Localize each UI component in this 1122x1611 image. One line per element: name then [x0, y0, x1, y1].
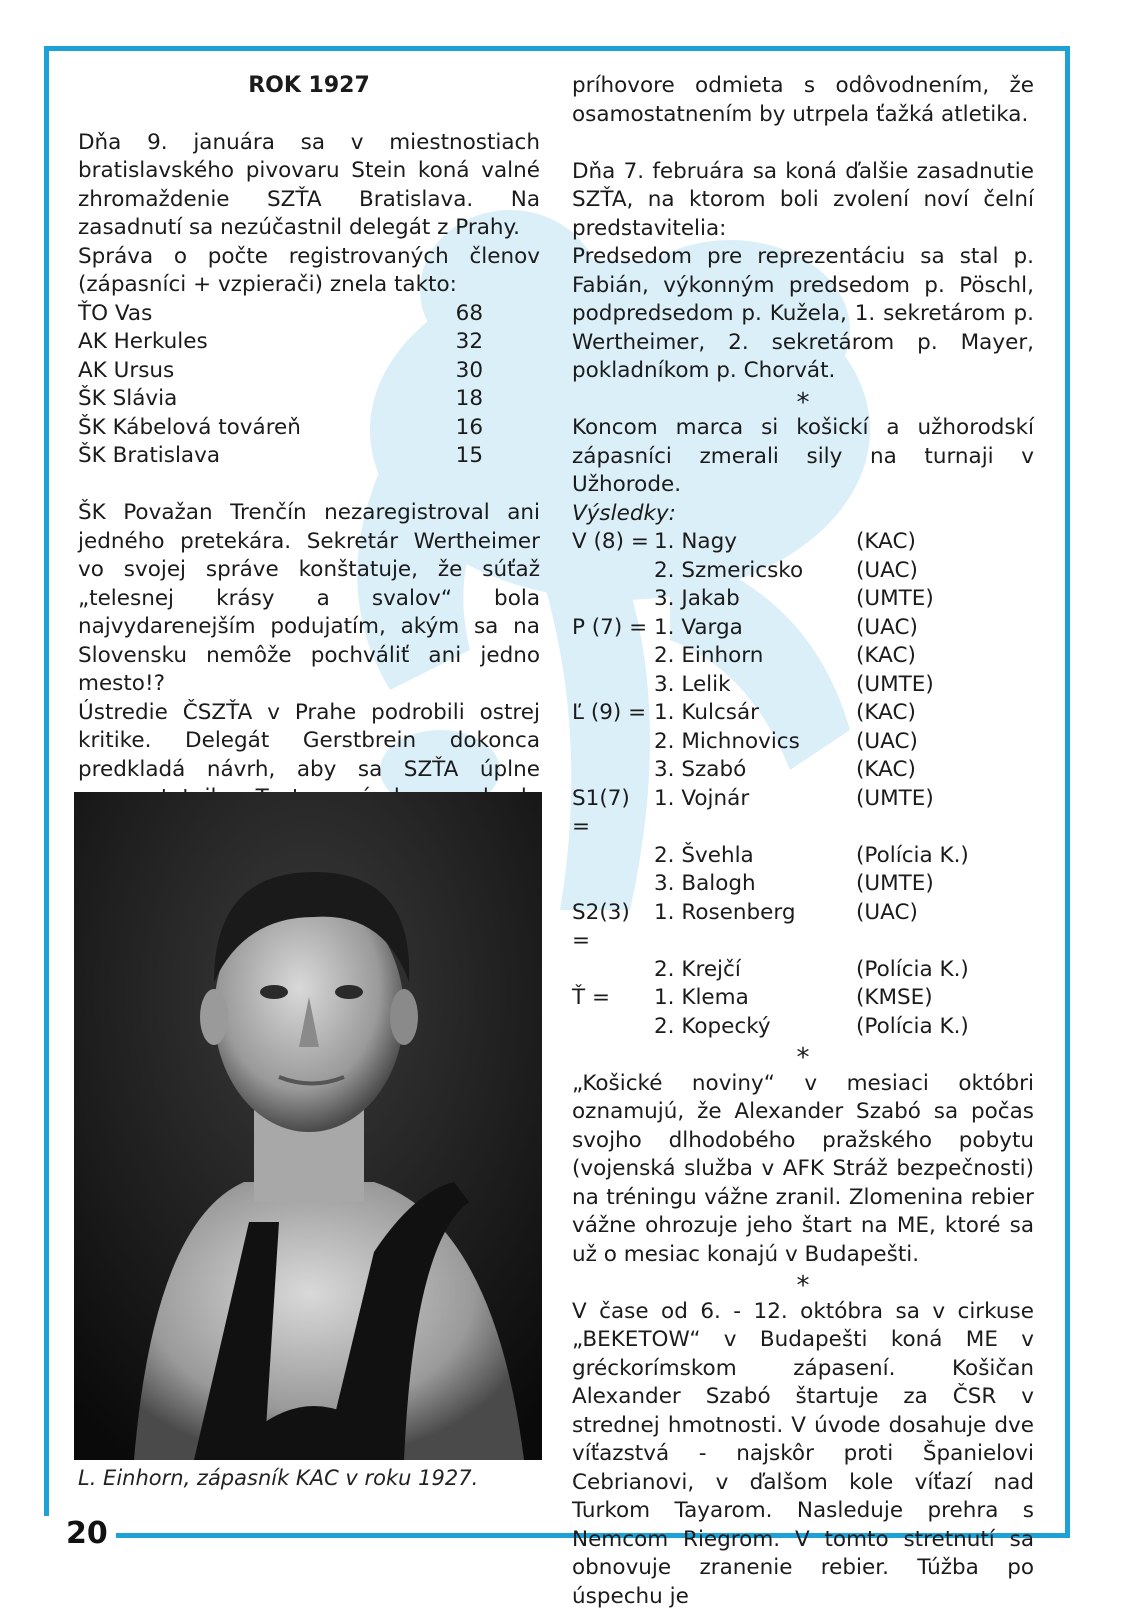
result-category: [572, 671, 654, 700]
intro-paragraph: Dňa 9. januára sa v miestnostiach bratislavského pivovaru Stein koná valné zhromaždenie SZŤA Bratislava. Na zasadnutí sa nezúčastnil delegát z Prahy.: [78, 129, 540, 243]
result-row: [572, 899, 1034, 956]
result-category: P (7) =: [572, 614, 654, 643]
member-club: ŠK Slávia: [78, 385, 177, 414]
section-separator-star: *: [572, 1041, 1034, 1070]
continuation-paragraph: príhovore odmieta s odôvodnením, že osamostatnením by utrpela ťažká atletika.: [572, 72, 1034, 129]
result-name: 2. Krejčí: [654, 956, 856, 985]
result-club: (Polícia K.): [856, 956, 1026, 985]
result-category: S2(3) =: [572, 899, 654, 956]
result-category: [572, 642, 654, 671]
left-column: [78, 72, 540, 841]
member-club: AK Ursus: [78, 357, 174, 386]
page-title: ROK 1927: [78, 72, 540, 101]
section-separator-star: *: [572, 386, 1034, 415]
result-name: 3. Jakab: [654, 585, 856, 614]
result-name: 1. Rosenberg: [654, 899, 856, 956]
result-name: 1. Vojnár: [654, 785, 856, 842]
march-paragraph: Koncom marca si košickí a užhorodskí zápasníci zmerali sily na turnaji v Užhorode.: [572, 414, 1034, 500]
member-club: ŠK Kábelová továreň: [78, 414, 301, 443]
member-row: [78, 414, 483, 443]
page-number: 20: [66, 1516, 108, 1551]
result-club: (KMSE): [856, 984, 1026, 1013]
result-club: (Polícia K.): [856, 842, 1026, 871]
result-category: V (8) =: [572, 528, 654, 557]
member-count: 15: [456, 442, 483, 471]
result-name: 2. Szmericsko: [654, 557, 856, 586]
photo-caption: L. Einhorn, zápasník KAC v roku 1927.: [78, 1466, 478, 1490]
member-row: [78, 442, 483, 471]
result-name: 2. Švehla: [654, 842, 856, 871]
result-category: S1(7) =: [572, 785, 654, 842]
result-category: Ľ (9) =: [572, 699, 654, 728]
result-row: [572, 756, 1034, 785]
result-club: (UMTE): [856, 785, 1026, 842]
result-name: 1. Varga: [654, 614, 856, 643]
result-row: [572, 870, 1034, 899]
members-list: [78, 300, 540, 471]
members-intro: Správa o počte registrovaných členov (zápasníci + vzpierači) znela takto:: [78, 243, 540, 300]
result-club: (UAC): [856, 557, 1026, 586]
result-row: [572, 614, 1034, 643]
result-category: [572, 585, 654, 614]
result-name: 1. Nagy: [654, 528, 856, 557]
result-row: [572, 699, 1034, 728]
results-list: [572, 528, 1034, 1041]
member-count: 68: [456, 300, 483, 329]
result-name: 1. Kulcsár: [654, 699, 856, 728]
result-club: (UAC): [856, 899, 1026, 956]
section-separator-star: *: [572, 1269, 1034, 1298]
result-row: [572, 671, 1034, 700]
member-club: AK Herkules: [78, 328, 208, 357]
result-category: [572, 870, 654, 899]
result-name: 2. Kopecký: [654, 1013, 856, 1042]
result-club: (Polícia K.): [856, 1013, 1026, 1042]
result-club: (KAC): [856, 756, 1026, 785]
result-row: [572, 785, 1034, 842]
february-paragraph: Dňa 7. februára sa koná ďalšie zasadnutie SZŤA, na ktorom boli zvolení noví čelní predstavitelia:: [572, 158, 1034, 244]
result-row: [572, 557, 1034, 586]
member-row: [78, 357, 483, 386]
result-club: (UMTE): [856, 870, 1026, 899]
result-row: [572, 642, 1034, 671]
member-count: 16: [456, 414, 483, 443]
result-row: [572, 728, 1034, 757]
member-count: 18: [456, 385, 483, 414]
result-name: 3. Lelik: [654, 671, 856, 700]
result-name: 1. Klema: [654, 984, 856, 1013]
member-row: [78, 385, 483, 414]
result-name: 2. Einhorn: [654, 642, 856, 671]
result-category: [572, 557, 654, 586]
result-row: [572, 984, 1034, 1013]
member-club: ŠK Bratislava: [78, 442, 220, 471]
result-category: [572, 1013, 654, 1042]
result-club: (KAC): [856, 699, 1026, 728]
european-championship-paragraph: V čase od 6. - 12. októbra sa v cirkuse „BEKETOW“ v Budapešti koná ME v gréckorímskom zápasení. Košičan Alexander Szabó štartuje za ČSR v strednej hmotnosti. V úvode dosahuje dve víťazstvá - najskôr proti Španielovi Cebrianovi, v ďalšom kole víťazí nad Turkom Tayarom. Nasleduje prehra s Nemcom Riegrom. V tomto stretnutí sa obnovuje zranenie rebier. Túžba po úspechu je: [572, 1298, 1034, 1611]
member-row: [78, 328, 483, 357]
october-paragraph: „Košické noviny“ v mesiaci októbri oznamujú, že Alexander Szabó sa počas svojho dlhodobého pražského pobytu (vojenská služba v AFK Stráž bezpečnosti) na tréningu vážne zranil. Zlomenina rebier vážne ohrozuje jeho štart na ME, ktoré sa už o mesiac konajú v Budapešti.: [572, 1070, 1034, 1270]
result-name: 3. Szabó: [654, 756, 856, 785]
result-category: Ť =: [572, 984, 654, 1013]
result-club: (UAC): [856, 728, 1026, 757]
right-column: [572, 72, 1034, 1611]
member-count: 32: [456, 328, 483, 357]
result-row: [572, 956, 1034, 985]
member-row: [78, 300, 483, 329]
result-row: [572, 528, 1034, 557]
result-row: [572, 1013, 1034, 1042]
result-club: (UAC): [856, 614, 1026, 643]
result-club: (KAC): [856, 528, 1026, 557]
result-club: (KAC): [856, 642, 1026, 671]
results-label: Výsledky:: [572, 500, 1034, 529]
result-category: [572, 956, 654, 985]
result-row: [572, 842, 1034, 871]
result-name: 2. Michnovics: [654, 728, 856, 757]
result-row: [572, 585, 1034, 614]
result-club: (UMTE): [856, 671, 1026, 700]
paragraph-ustredie: Ústredie ČSZŤA v Prahe podrobili ostrej kritike. Delegát Gerstbrein dokonca predkladá návrh, aby sa SZŤA úplne: [78, 699, 540, 842]
result-category: [572, 728, 654, 757]
result-name: 3. Balogh: [654, 870, 856, 899]
paragraph-povazan: ŠK Považan Trenčín nezaregistroval ani jedného pretekára. Sekretár Wertheimer vo svojej správe konštatuje, že súťaž „telesnej krásy a svalov“ bola najvydarenejším podujatím, akým sa na Slovensku nemôže pochváliť ani jedno mesto!?: [78, 499, 540, 699]
result-club: (UMTE): [856, 585, 1026, 614]
wrestler-photo-image: [74, 792, 542, 1460]
result-category: [572, 842, 654, 871]
february-officials-paragraph: Predsedom pre reprezentáciu sa stal p. Fabián, výkonným predsedom p. Pöschl, podpredsedom p. Kužela, 1. sekretárom p. Wertheimer, 2. sekretárom p. Mayer, pokladníkom p. Chorvát.: [572, 243, 1034, 386]
member-count: 30: [456, 357, 483, 386]
member-club: ŤO Vas: [78, 300, 152, 329]
wrestler-photo: [74, 792, 542, 1460]
result-category: [572, 756, 654, 785]
